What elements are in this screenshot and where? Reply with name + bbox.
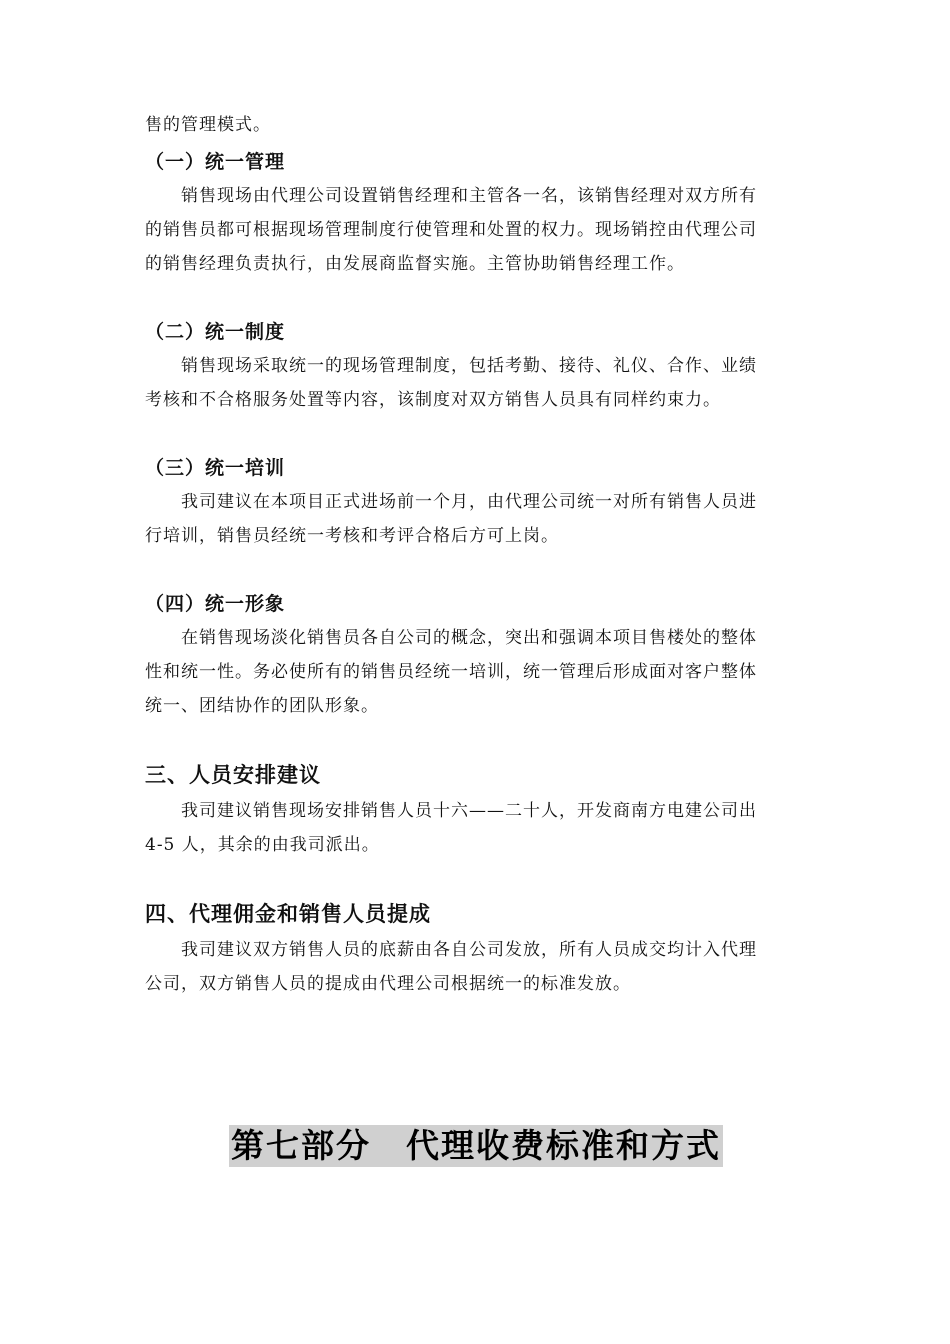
paragraph-line: 4-5 人，其余的由我司派出。 [145, 835, 380, 855]
paragraph-line: 公司，双方销售人员的提成由代理公司根据统一的标准发放。 [145, 974, 631, 994]
paragraph-line: 统一、团结协作的团队形象。 [145, 696, 379, 716]
paragraph-line: 的销售员都可根据现场管理制度行使管理和处置的权力。现场销控由代理公司 [145, 220, 757, 240]
intro-tail-text: 售的管理模式。 [145, 115, 271, 135]
paragraph-line: 销售现场采取统一的现场管理制度，包括考勤、接待、礼仪、合作、业绩 [181, 356, 757, 376]
heading-commission: 四、代理佣金和销售人员提成 [145, 902, 431, 926]
paragraph-line: 的销售经理负责执行，由发展商监督实施。主管协助销售经理工作。 [145, 254, 685, 274]
paragraph-line: 考核和不合格服务处置等内容，该制度对双方销售人员具有同样约束力。 [145, 390, 721, 410]
heading-unified-system: （二）统一制度 [145, 321, 286, 343]
part-seven-title: 第七部分 代理收费标准和方式 [231, 1126, 721, 1165]
paragraph-line: 我司建议在本项目正式进场前一个月，由代理公司统一对所有销售人员进 [181, 492, 757, 512]
paragraph-line: 在销售现场淡化销售员各自公司的概念，突出和强调本项目售楼处的整体 [181, 628, 757, 648]
paragraph-line: 销售现场由代理公司设置销售经理和主管各一名，该销售经理对双方所有 [181, 186, 757, 206]
paragraph-line: 性和统一性。务必使所有的销售员经统一培训，统一管理后形成面对客户整体 [145, 662, 757, 682]
heading-unified-image: （四）统一形象 [145, 593, 286, 615]
heading-unified-training: （三）统一培训 [145, 457, 286, 479]
heading-unified-management: （一）统一管理 [145, 151, 286, 173]
heading-staffing-proposal: 三、人员安排建议 [145, 763, 321, 787]
paragraph-line: 我司建议双方销售人员的底薪由各自公司发放，所有人员成交均计入代理 [181, 940, 757, 960]
paragraph-line: 行培训，销售员经统一考核和考评合格后方可上岗。 [145, 526, 559, 546]
paragraph-line: 我司建议销售现场安排销售人员十六——二十人，开发商南方电建公司出 [181, 801, 757, 821]
